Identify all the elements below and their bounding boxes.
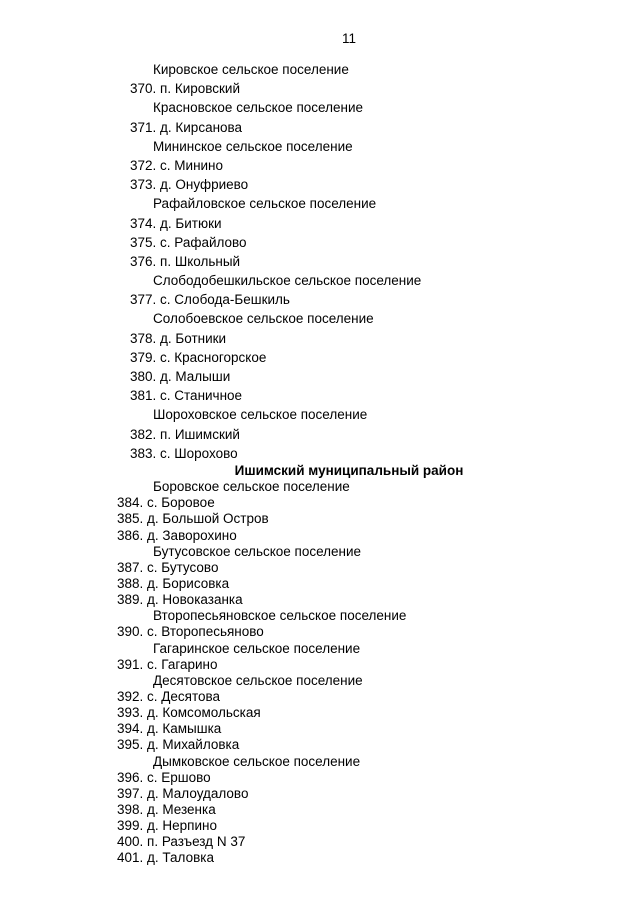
settlement-heading: Кировское сельское поселение	[153, 62, 349, 77]
locality-entry: 372. с. Минино	[130, 157, 224, 173]
settlement-heading: Дымковское сельское поселение	[153, 753, 361, 769]
locality-entry: 399. д. Нерпино	[117, 818, 217, 834]
locality-entry: 398. д. Мезенка	[117, 801, 216, 817]
locality-entry: 395. д. Михайловка	[117, 737, 240, 753]
locality-entry: 371. д. Кирсанова	[130, 119, 243, 135]
locality-entry: 376. п. Школьный	[130, 253, 241, 269]
settlement-heading: Десятовское сельское поселение	[153, 672, 363, 688]
locality-entry: 374. д. Битюки	[130, 215, 222, 231]
locality-entry: 377. с. Слобода-Бешкиль	[130, 292, 290, 308]
locality-entry: 389. д. Новоказанка	[117, 592, 243, 608]
settlement-heading: Красновское сельское поселение	[153, 100, 364, 116]
locality-entry: 375. с. Рафайлово	[130, 234, 247, 250]
locality-entry: 401. д. Таловка	[117, 850, 214, 866]
locality-entry: 390. с. Второпесьяново	[117, 624, 264, 640]
settlement-list-continued	[0, 60, 640, 463]
settlement-heading: Шороховское сельское поселение	[153, 407, 368, 423]
locality-entry: 391. с. Гагарино	[117, 656, 218, 672]
settlement-heading: Боровское сельское поселение	[153, 479, 350, 495]
locality-entry: 394. д. Камышка	[117, 721, 222, 737]
district-heading: Ишимский муниципальный район	[234, 463, 464, 478]
locality-entry: 385. д. Большой Остров	[117, 511, 269, 527]
locality-entry: 388. д. Борисовка	[117, 575, 230, 591]
page-number: 11	[341, 31, 356, 46]
locality-entry: 387. с. Бутусово	[117, 559, 219, 575]
locality-entry: 373. д. Онуфриево	[130, 177, 249, 193]
locality-entry: 380. д. Малыши	[130, 369, 231, 384]
locality-entry: 382. п. Ишимский	[130, 426, 240, 442]
locality-entry: 378. д. Ботники	[130, 330, 227, 346]
ishim-district-list	[0, 463, 640, 867]
settlement-heading: Гагаринское сельское поселение	[153, 640, 361, 656]
locality-entry: 370. п. Кировский	[130, 81, 241, 97]
locality-entry: 400. п. Разъезд N 37	[117, 834, 246, 850]
locality-entry: 386. д. Заворохино	[117, 527, 237, 543]
locality-entry: 392. с. Десятова	[117, 688, 221, 704]
locality-entry: 383. с. Шорохово	[130, 445, 238, 461]
settlement-heading: Солобоевское сельское поселение	[153, 311, 374, 327]
locality-entry: 384. с. Боровое	[117, 495, 215, 511]
settlement-heading: Бутусовское сельское поселение	[153, 543, 362, 559]
settlement-heading: Мининское сельское поселение	[153, 138, 353, 154]
settlement-heading: Второпесьяновское сельское поселение	[153, 608, 407, 624]
locality-entry: 379. с. Красногорское	[130, 349, 267, 365]
settlement-heading: Рафайловское сельское поселение	[153, 196, 377, 212]
locality-entry: 381. с. Станичное	[130, 388, 243, 404]
locality-entry: 393. д. Комсомольская	[117, 705, 261, 721]
locality-entry: 397. д. Малоудалово	[117, 785, 249, 801]
locality-entry: 396. с. Ершово	[117, 769, 211, 785]
settlement-heading: Слободобешкильское сельское поселение	[153, 273, 422, 289]
